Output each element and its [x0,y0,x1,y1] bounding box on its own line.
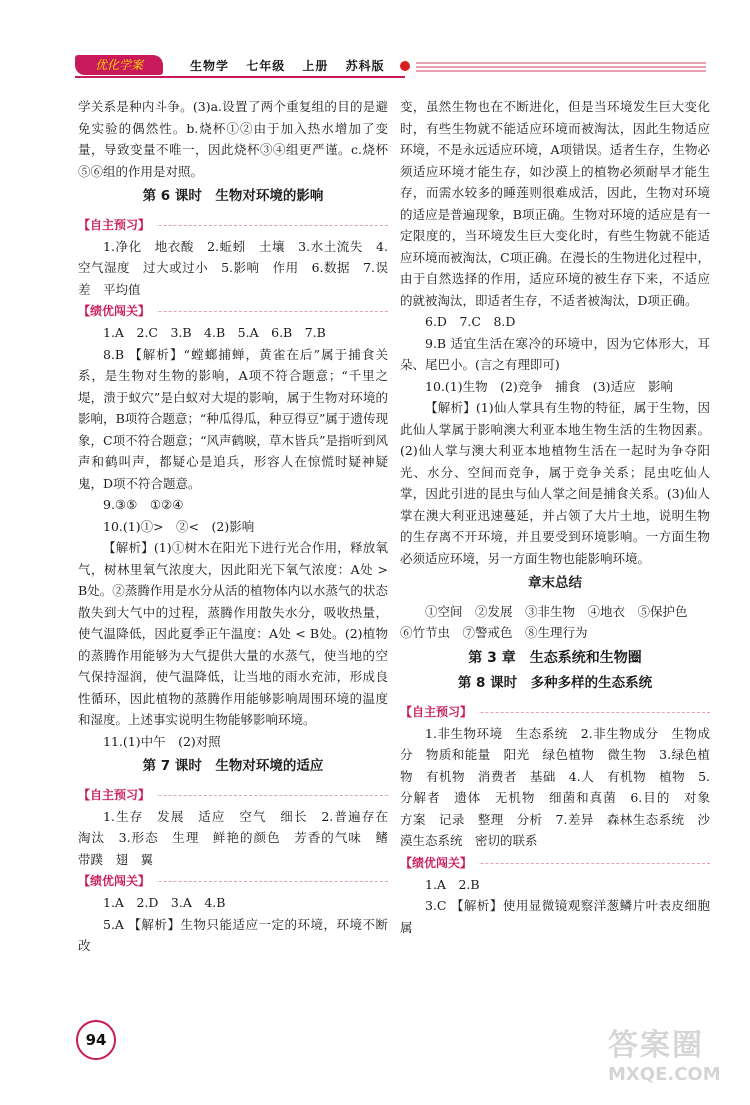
lesson7-q6-8: 6.D 7.C 8.D [425,314,516,329]
page-header [0,0,750,90]
subject-label: 生物学 [190,59,230,73]
lesson6-q9: 9.③⑤ ①②④ [103,497,184,512]
lesson6-q8: 8.B 【解析】“螳螂捕蝉，黄雀在后”属于捕食关系，是生物对生物的影响，A项不符合题意；“千里之堤，溃于蚁穴”是白蚁对大堤的影响，属于生物对环境的影响，B项符合题意；“种瓜得瓜，种豆得豆”属于遗传现象，C项不符合题意；“风声鹤唳，草木皆兵”是指听到风声和鹤叫声，都疑心是追兵，形容人在惊慌时疑神疑鬼，D项不符合题意。 [78,346,388,491]
summary-line2: ⑥竹节虫 ⑦警戒色 ⑧生理行为 [400,625,588,640]
lesson8-pass-tag-row [400,852,710,874]
chapter3-title: 第 3 章 生态系统和生物圈 [468,649,642,666]
header-dot-icon [400,61,410,71]
left-column [78,96,401,957]
lesson6-preview-tag: 【自主预习】 [78,214,156,236]
header-rule [75,76,405,78]
lesson7-q5-cont: 变，虽然生物也在不断进化，但是当环境发生巨大变化时，有些生物就不能适应环境而被淘汰，因此生物适应环境，不是永远适应环境，A项错误。适者生存，生物必须适应环境才能生存，如沙漠上的植物必须耐旱才能生存，而需水较多的睡莲则很难成活，因此，生物对环境的适应是普遍现象，B项正确。生物对环境的适应是有一定限度的，当环境发生巨大变化时，有些生物就不能适应环境而被淘汰，C项正确。在漫长的生物进化过程中，由于自然选择的作用，适应环境的被生存下来，不适应的就被淘汰，即适者生存，不适者被淘汰，D项正确。 [400,99,710,308]
lesson6-q10: 10.(1)①> ②< (2)影响 [103,518,255,534]
lesson7-title: 第 7 课时 生物对环境的适应 [142,758,324,774]
watermark [608,1020,738,1100]
summary-line1: ①空间 ②发展 ③非生物 ④地衣 ⑤保护色 [425,603,688,619]
lesson6-title: 第 6 课时 生物对环境的影响 [142,188,324,204]
lesson6-q11: 11.(1)中午 (2)对照 [103,733,221,749]
lesson8-preview-tag-row [400,701,710,723]
lesson7-pass-tag: 【绩优闯关】 [78,870,156,892]
header-stripes [416,62,706,76]
lesson8-title: 第 8 课时 多种多样的生态系统 [457,675,653,691]
intro-paragraph: 学关系是种内斗争。(3)a.设置了两个重复组的目的是避免实验的偶然性。b.烧杯①②由于加入热水增加了变量，导致变量不唯一，因此烧杯③④组更严谨。c.烧杯⑤⑥组的作用是对照。 [78,99,388,179]
lesson7-preview-tag-row [78,784,388,806]
lesson7-preview: 1.生存 发展 适应 空气 细长 2.普遍存在 淘汰 3.形态 生理 鲜艳的颜色 芳香的气味 鳍 带蹼 翅 翼 [78,808,401,867]
lesson7-q10: 10.(1)生物 (2)竞争 捕食 (3)适应 影响 [425,378,673,394]
lesson6-q10-explanation: 【解析】(1)①树木在阳光下进行光合作用，释放氧气，树林里氧气浓度大，因此阳光下氧气浓度：A处 > B处。②蒸腾作用是水分从活的植物体内以水蒸气的状态散失到大气中的过程，蒸腾作用散失水分，吸收热量，使气温降低，因此夏季正午温度：A处 < B处。(2)植物的蒸腾作用能够为大气提供大量的水蒸气，使当地的空气保持湿润，使气温降低，让当地的雨水充沛，形成良性循环，因此植物的蒸腾作用能够影响周围环境的温度和湿度。上述事实说明生物能够影响环境。 [78,540,388,727]
lesson8-pass-tag: 【绩优闯关】 [400,852,478,874]
lesson7-pass-tag-row [78,870,388,892]
lesson7-q9: 9.B 适宜生活在寒冷的环境中，因为它体形大，耳朵、尾巴小。(言之有理即可) [400,335,710,372]
lesson6-pass-tag: 【绩优闯关】 [78,300,156,322]
lesson6-preview: 1.净化 地衣酸 2.蚯蚓 土壤 3.水土流失 4.空气湿度 过大或过小 5.影响 作用 6.数据 7.误差 平均值 [78,238,388,297]
lesson7-q5-start: 5.A 【解析】生物只能适应一定的环境，环境不断改 [78,916,388,953]
grade-label: 七年级 [246,59,286,73]
series-logo: 优化学案 [75,55,163,75]
lesson6-preview-tag-row [78,214,388,236]
watermark-url: MXQE.COM [608,1064,721,1085]
lesson8-q3: 3.C 【解析】使用显微镜观察洋葱鳞片叶表皮细胞属 [400,898,710,935]
lesson7-preview-tag: 【自主预习】 [78,784,156,806]
page-number: 94 [76,1020,116,1060]
lesson6-pass-tag-row [78,300,388,322]
edition-label: 苏科版 [345,59,385,73]
lesson8-preview: 1.非生物环境 生态系统 2.非生物成分 生物成分 物质和能量 阳光 绿色植物 微生物 3.绿色植物 有机物 消费者 基础 4.人 有机物 植物 5.分解者 遗体 无机物 细菌和真菌 6.目的 对象 方案 记录 整理 分析 7.差异 森林生态系统 沙漠生态系统 密切的联系 [400,725,723,848]
right-column [400,96,723,938]
lesson8-preview-tag: 【自主预习】 [400,701,478,723]
watermark-logo: 答案圈 [608,1028,704,1063]
lesson7-answers: 1.A 2.D 3.A 4.B [103,895,226,910]
lesson7-q10-explanation: 【解析】(1)仙人掌具有生物的特征，属于生物，因此仙人掌属于影响澳大利亚本地生物生活的生物因素。(2)仙人掌与澳大利亚本地植物生活在一起时为争夺阳光、水分、空间而竞争，属于竞争关系；昆虫吃仙人掌，因此引进的昆虫与仙人掌之间是捕食关系。(3)仙人掌在澳大利亚迅速蔓延，并占领了大片土地，说明生物的生存离不开环境，并且要受到环境影响。一方面生物必须适应环境，另一方面生物也能影响环境。 [400,400,710,566]
lesson8-answers: 1.A 2.B [425,876,480,892]
lesson6-answers: 1.A 2.C 3.B 4.B 5.A 6.B 7.B [103,325,326,340]
volume-label: 上册 [302,59,329,73]
summary-title: 章末总结 [528,575,582,591]
subject-line [190,57,397,74]
